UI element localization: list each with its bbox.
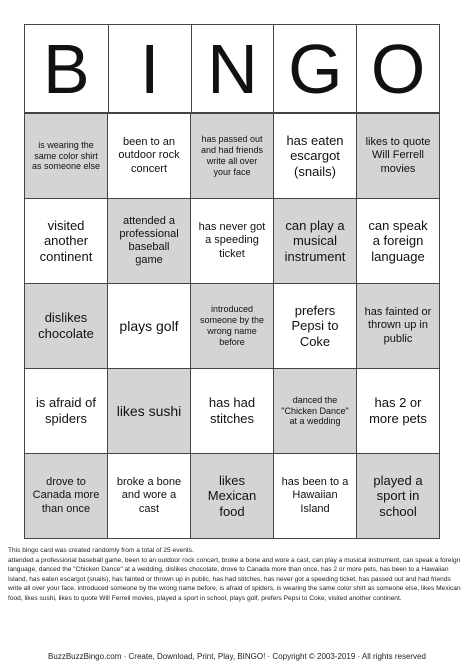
bingo-cell: has never got a speeding ticket <box>191 199 274 284</box>
bingo-cell: played a sport in school <box>357 454 440 539</box>
bingo-header <box>24 24 440 113</box>
bingo-cell: has passed out and had friends write all over your face <box>191 114 274 199</box>
bingo-cell: dislikes chocolate <box>25 284 108 369</box>
header-letter-o: O <box>356 25 439 112</box>
header-letter-n: N <box>191 25 274 112</box>
bingo-cell: been to an outdoor rock concert <box>108 114 191 199</box>
bingo-cell: likes to quote Will Ferrell movies <box>357 114 440 199</box>
bingo-cell: has had stitches <box>191 369 274 454</box>
bingo-cell: danced the "Chicken Dance" at a wedding <box>274 369 357 454</box>
bingo-cell: has been to a Hawaiian Island <box>274 454 357 539</box>
bingo-cell: is wearing the same color shirt as someone else <box>25 114 108 199</box>
bingo-cell: has 2 or more pets <box>357 369 440 454</box>
header-letter-i: I <box>108 25 191 112</box>
header-letter-g: G <box>273 25 356 112</box>
bingo-cell: likes sushi <box>108 369 191 454</box>
bingo-cell: plays golf <box>108 284 191 369</box>
bingo-cell: has fainted or thrown up in public <box>357 284 440 369</box>
bingo-cell: is afraid of spiders <box>25 369 108 454</box>
bingo-grid <box>24 113 440 539</box>
bingo-cell: prefers Pepsi to Coke <box>274 284 357 369</box>
event-list-notes <box>8 546 466 603</box>
notes-event-list: attended a professional baseball game, been to an outdoor rock concert, broke a bone and wore a cast, can play a musical instrument, can speak a foreign language, danced the "Chicken Dance" at a wedding, dislikes chocolate, drove to Canada more than once, has 2 or more pets, has been to a Hawaiian Island, has eaten escargot (snails), has fainted or thrown up in public, has had stitches, has never got a speeding ticket, has passed out and had friends write all over your face, introduced someone by the wrong name before, is afraid of spiders, is wearing the same color shirt as someone else, likes Mexican food, likes sushi, likes to quote Will Ferrell movies, played a sport in school, plays golf, prefers Pepsi to Coke, visited another continent. <box>8 556 461 602</box>
bingo-cell: broke a bone and wore a cast <box>108 454 191 539</box>
bingo-cell: visited another continent <box>25 199 108 284</box>
bingo-cell: has eaten escargot (snails) <box>274 114 357 199</box>
bingo-cell: can speak a foreign language <box>357 199 440 284</box>
header-letter-b: B <box>43 29 90 108</box>
bingo-cell: can play a musical instrument <box>274 199 357 284</box>
bingo-cell: drove to Canada more than once <box>25 454 108 539</box>
copyright-footer: BuzzBuzzBingo.com · Create, Download, Print, Play, BINGO! · Copyright © 2003-2019 · All rights reserved <box>48 652 426 661</box>
bingo-cell: attended a professional baseball game <box>108 199 191 284</box>
notes-intro: This bingo card was created randomly from a total of 25 events. <box>8 547 194 554</box>
bingo-card <box>24 24 440 539</box>
bingo-cell: introduced someone by the wrong name before <box>191 284 274 369</box>
bingo-cell: likes Mexican food <box>191 454 274 539</box>
